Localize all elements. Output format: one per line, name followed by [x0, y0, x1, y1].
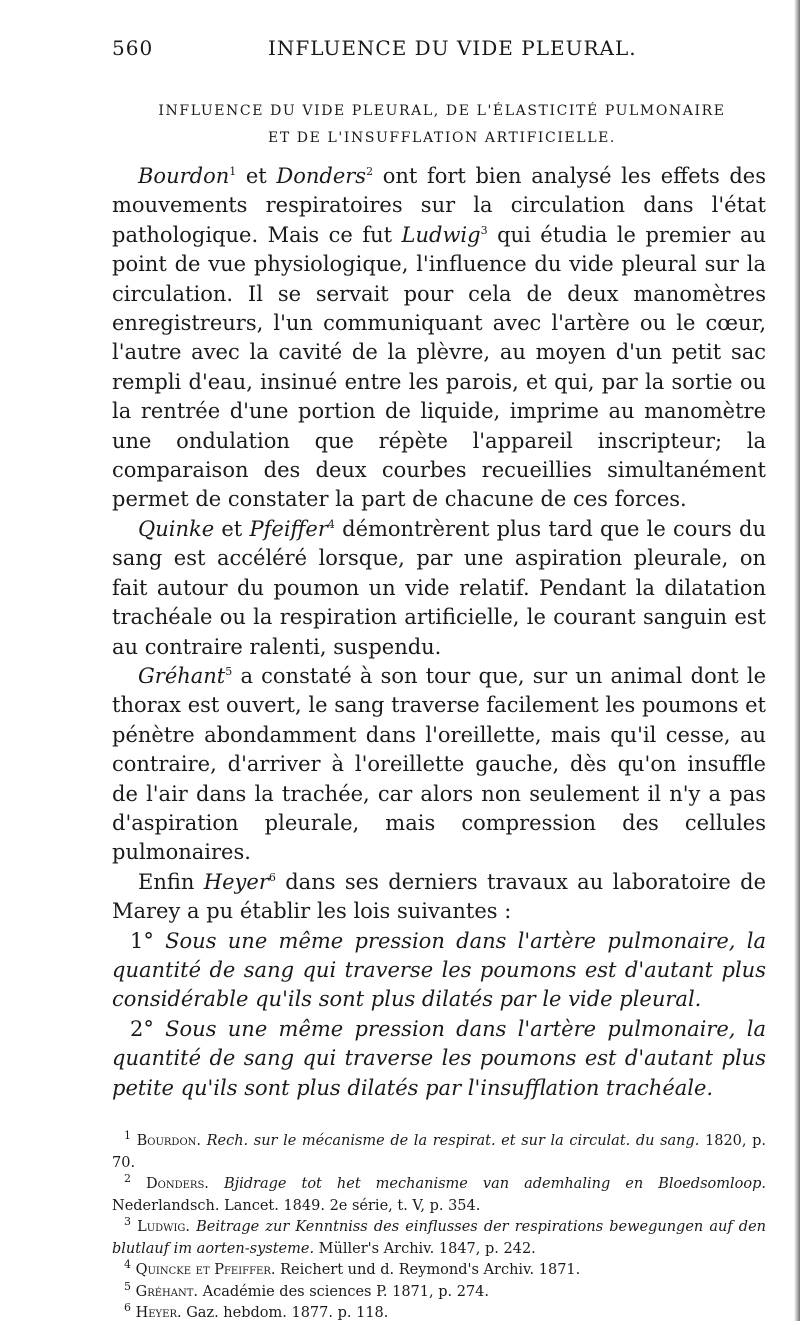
footnotes [112, 1131, 766, 1325]
footnote [112, 1131, 766, 1174]
footnote-author: Quincke et Pfeiffer. [135, 1262, 276, 1278]
footnote-source: Académie des sciences P. 1871, p. 274. [198, 1283, 490, 1300]
footnote-author: Gréhant. [135, 1283, 198, 1300]
footnote-number: 2 [124, 1172, 131, 1186]
law-number: 2° [130, 1016, 154, 1041]
footnote-source: 1820, p. 70. [112, 1133, 767, 1171]
section-heading-line-2: ET DE L'INSUFFLATION ARTIFICIELLE. [268, 130, 616, 146]
footnote-source: Reichert und d. Reymond's Archiv. 1871. [275, 1262, 581, 1278]
footnote-number: 4 [124, 1258, 131, 1272]
footnote-number: 6 [124, 1301, 131, 1315]
author-name: Ludwig [401, 222, 481, 247]
paragraph-text: a constaté à son tour que, sur un animal dont le thorax est ouvert, le sang traverse facilement les poumons et pénètre abondamment dans l'oreillette, mais qu'il cesse, au contraire, d'arriver à l'oreillette gauche, dès qu'on insuffle de l'air dans la trachée, car alors non seulement il n'y a pas d'aspiration pleurale, mais compression des cellules pulmonaires. [112, 663, 766, 865]
footnote-number: 3 [124, 1215, 131, 1229]
footnote-ref: 6 [268, 870, 276, 884]
footnote [112, 1279, 766, 1304]
footnote-ref: 2 [366, 165, 374, 178]
footnote [112, 1217, 766, 1260]
footnote-title: Bjidrage tot het mechanisme van ademhaling en Bloedsomloop. [208, 1176, 766, 1192]
author-name: Gréhant [138, 663, 226, 688]
footnote-title: Beitrage zur Kenntniss des einflusses der respirations bewegungen auf den blutlauf im aorten-systeme. [112, 1219, 767, 1257]
paragraph-grehant [112, 662, 766, 868]
author-name: Pfeiffer [249, 516, 328, 541]
conjunction: et [214, 516, 250, 541]
section-heading-line-1: INFLUENCE DU VIDE PLEURAL, DE L'ÉLASTICITÉ PULMONAIRE [158, 103, 726, 119]
section-heading [112, 98, 766, 152]
page-edge-shadow [794, 0, 800, 1321]
footnote-number: 1 [124, 1129, 131, 1143]
paragraph-text: ont fort bien analysé les effets des mouvements respiratoires sur la circulation dans l'état pathologique. Mais ce fut [112, 164, 766, 247]
footnote-source: Nederlandsch. Lancet. 1849. 2e série, t. V, p. 354. [112, 1197, 481, 1214]
footnote-author: Donders. [146, 1176, 209, 1192]
law-number: 1° [130, 928, 154, 953]
footnote-author: Heyer. [135, 1305, 182, 1321]
footnote [112, 1303, 766, 1325]
author-name: Donders [276, 164, 367, 188]
running-title: INFLUENCE DU VIDE PLEURAL. [268, 36, 637, 60]
footnote-author: Bourdon. [136, 1133, 201, 1149]
law-text: Sous une même pression dans l'artère pulmonaire, la quantité de sang qui traverse les poumons est d'autant plus considérable qu'ils sont plus dilatés par le vide pleural. [112, 928, 766, 1012]
footnote [112, 1174, 766, 1217]
footnote-author: Ludwig. [137, 1219, 191, 1235]
author-name: Heyer [203, 869, 269, 894]
footnote [112, 1260, 766, 1282]
running-head [112, 36, 766, 70]
law-text: Sous une même pression dans l'artère pulmonaire, la quantité de sang qui traverse les poumons est d'autant plus petite qu'ils sont plus dilatés par l'insufflation trachéale. [112, 1016, 766, 1100]
body-text [112, 162, 766, 1103]
paragraph-text: qui étudia le premier au point de vue physiologique, l'influence du vide pleural sur la circulation. Il se servait pour cela de deux manomètres enregistreurs, l'un communiquant avec l'artère ou le cœur, l'autre avec la cavité de la plèvre, au moyen d'un petit sac rempli d'eau, insinué entre les parois, et qui, par la sortie ou la rentrée d'une portion de liquide, imprime au manomètre une ondulation que répète l'appareil inscripteur; la comparaison des deux courbes recueillies simultanément permet de constater la part de chacune de ces forces. [112, 222, 766, 512]
footnote-ref: 3 [480, 223, 488, 237]
footnote-ref: 5 [225, 664, 233, 678]
footnote-title: Rech. sur le mécanisme de la respirat. et sur la circulat. du sang. [201, 1133, 700, 1149]
author-name: Bourdon [138, 164, 230, 188]
conjunction: et [236, 164, 277, 188]
law-2 [112, 1015, 766, 1103]
paragraph-text: dans ses derniers travaux au laboratoire de Marey a pu établir les lois suivantes : [112, 869, 766, 924]
paragraph-heyer [112, 868, 766, 927]
paragraph-bourdon [112, 162, 766, 515]
footnote-number: 5 [124, 1279, 131, 1293]
footnote-source: Müller's Archiv. 1847, p. 242. [314, 1240, 536, 1257]
footnote-ref: 4 [327, 517, 335, 531]
footnote-ref: 1 [229, 165, 237, 178]
law-1 [112, 927, 766, 1015]
paragraph-text: Enfin [138, 869, 204, 894]
author-name: Quinke [138, 516, 215, 541]
footnote-source: Gaz. hebdom. 1877. p. 118. [181, 1305, 389, 1321]
paragraph-quinke [112, 515, 766, 662]
page-number: 560 [112, 36, 154, 60]
paragraph-text: démontrèrent plus tard que le cours du sang est accéléré lorsque, par une aspiration pleurale, on fait autour du poumon un vide relatif. Pendant la dilatation trachéale ou la respiration artificielle, le courant sanguin est au contraire ralenti, suspendu. [112, 516, 766, 659]
